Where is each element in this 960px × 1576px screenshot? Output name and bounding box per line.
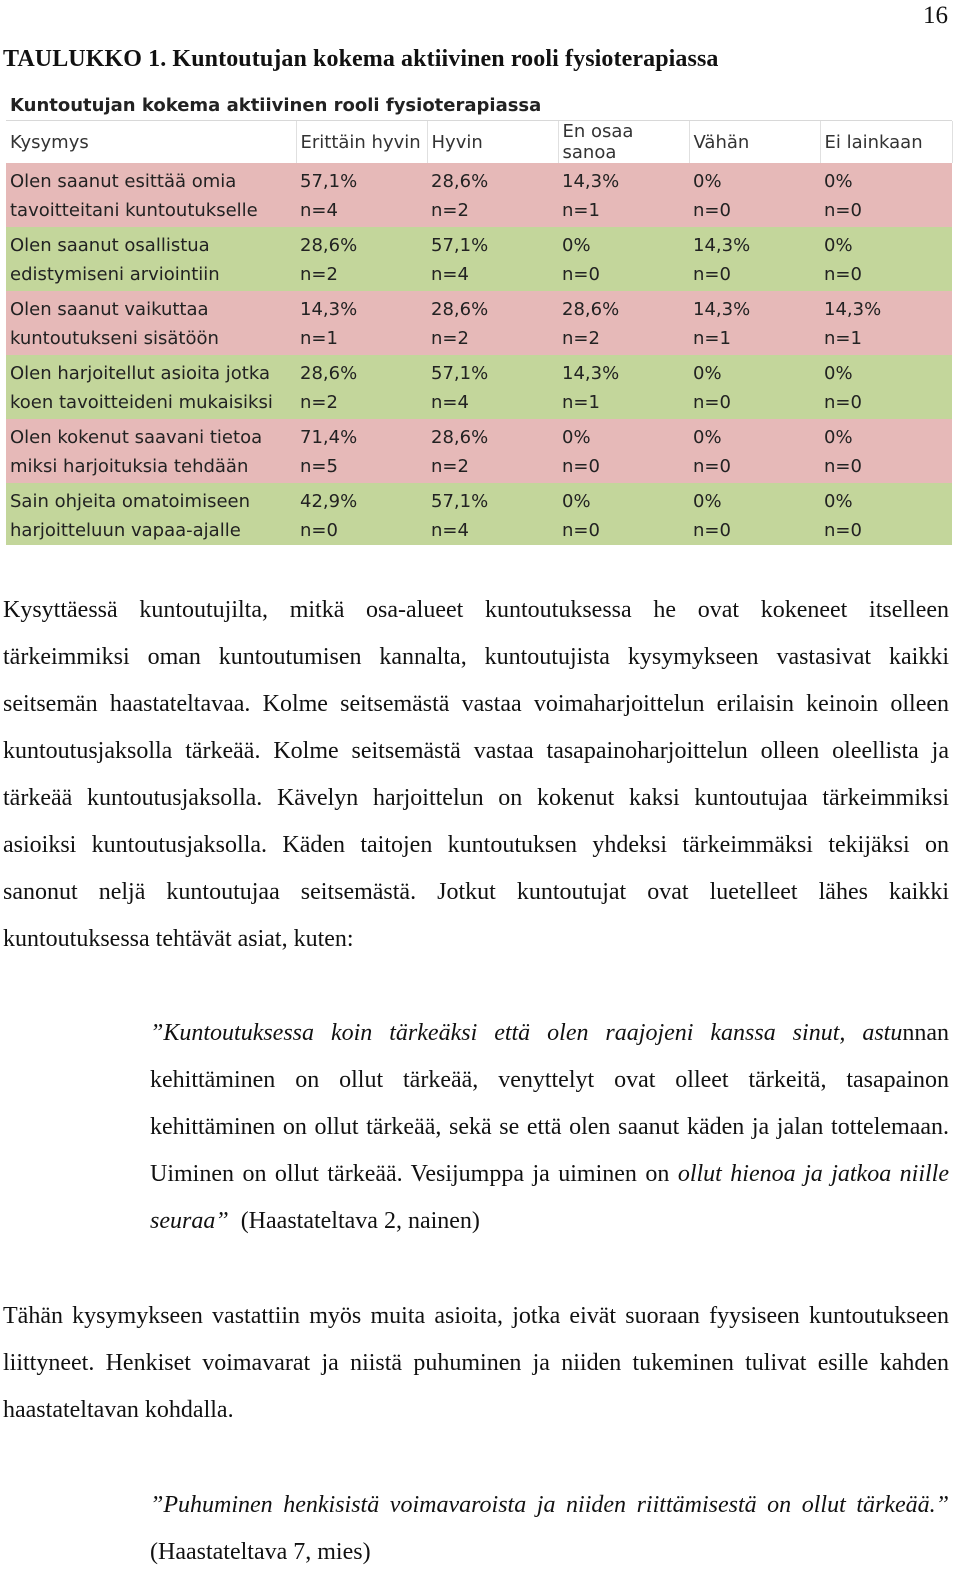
results-table — [6, 92, 952, 545]
count-value: n=0 — [693, 264, 731, 285]
percent-value: 57,1% — [431, 235, 489, 256]
question-text: tavoitteitani kuntoutukselle — [10, 200, 258, 221]
percent-value: 42,9% — [300, 491, 358, 512]
percent-value: 28,6% — [300, 363, 358, 384]
count-value: n=1 — [693, 328, 731, 349]
header-vahan: Vähän — [689, 121, 820, 163]
count-value: n=0 — [824, 200, 862, 221]
count-value: n=4 — [431, 264, 469, 285]
value-cell — [427, 355, 558, 419]
question-text: harjoitteluun vapaa-ajalle — [10, 520, 241, 541]
count-value: n=0 — [824, 456, 862, 477]
percent-value: 71,4% — [300, 427, 358, 448]
value-cell — [558, 227, 689, 291]
value-cell — [427, 163, 558, 227]
percent-value: 0% — [824, 235, 853, 256]
percent-value: 28,6% — [300, 235, 358, 256]
count-value: n=0 — [824, 392, 862, 413]
value-cell — [427, 227, 558, 291]
value-cell — [558, 291, 689, 355]
question-cell — [6, 419, 296, 483]
question-text: Olen saanut vaikuttaa — [10, 299, 209, 320]
percent-value: 14,3% — [693, 299, 751, 320]
table-row — [6, 483, 952, 545]
count-value: n=2 — [562, 328, 600, 349]
value-cell — [820, 483, 952, 545]
value-cell — [820, 291, 952, 355]
question-text: Olen saanut osallistua — [10, 235, 210, 256]
table-row — [6, 163, 952, 227]
count-value: n=0 — [693, 200, 731, 221]
header-erittain-hyvin: Erittäin hyvin — [296, 121, 427, 163]
percent-value: 0% — [693, 363, 722, 384]
question-cell — [6, 227, 296, 291]
count-value: n=0 — [693, 456, 731, 477]
table-row — [6, 291, 952, 355]
count-value: n=0 — [824, 520, 862, 541]
value-cell — [689, 291, 820, 355]
percent-value: 57,1% — [431, 363, 489, 384]
quote-1-attribution: (Haastateltava 2, nainen) — [240, 1208, 480, 1234]
count-value: n=0 — [693, 392, 731, 413]
count-value: n=2 — [431, 328, 469, 349]
value-cell — [558, 355, 689, 419]
value-cell — [820, 227, 952, 291]
value-cell — [558, 163, 689, 227]
value-cell — [296, 419, 427, 483]
question-cell — [6, 355, 296, 419]
value-cell — [689, 163, 820, 227]
quote-1-italic-start: ”Kuntoutuksessa koin tärkeäksi että olen raajojeni kanssa sinut, astu — [150, 1020, 903, 1046]
paragraph-1: Kysyttäessä kuntoutujilta, mitkä osa-alueet kuntoutuksessa he ovat kokeneet itselleen tärkeimmiksi oman kuntoutumisen kannalta, kuntoutujista kysymykseen vastasivat kaikki seitsemän haastateltavaa. Kolme seitsemästä vastaa voimaharjoittelun erilaisin keinoin olleen kuntoutusjaksolla tärkeää. Kolme seitsemästä vastaa tasapainoharjoittelun olleen oleellista ja tärkeää kuntoutusjaksolla. Kävelyn harjoittelun on kokenut kaksi kuntoutujaa tärkeimmiksi asioiksi kuntoutusjaksolla. Käden taitojen kuntoutuksen yhdeksi tärkeimmäksi tekijäksi on sanonut neljä kuntoutujaa seitsemästä. Jotkut kuntoutujat ovat luetelleet lähes kaikki kuntoutuksessa tehtävät asiat, kuten: — [3, 597, 949, 952]
percent-value: 28,6% — [431, 427, 489, 448]
quote-1 — [150, 1010, 949, 1245]
percent-value: 14,3% — [824, 299, 882, 320]
count-value: n=0 — [562, 520, 600, 541]
count-value: n=4 — [431, 392, 469, 413]
percent-value: 0% — [824, 171, 853, 192]
percent-value: 14,3% — [300, 299, 358, 320]
question-cell — [6, 291, 296, 355]
value-cell — [296, 227, 427, 291]
count-value: n=2 — [300, 264, 338, 285]
percent-value: 57,1% — [300, 171, 358, 192]
question-text: edistymiseni arviointiin — [10, 264, 220, 285]
value-cell — [689, 227, 820, 291]
count-value: n=4 — [300, 200, 338, 221]
table-row — [6, 227, 952, 291]
count-value: n=0 — [562, 264, 600, 285]
header-en-osaa-sanoa: En osaa sanoa — [558, 121, 689, 163]
value-cell — [689, 483, 820, 545]
percent-value: 0% — [693, 171, 722, 192]
value-cell — [427, 419, 558, 483]
percent-value: 57,1% — [431, 491, 489, 512]
quote-2 — [150, 1482, 949, 1576]
page-number: 16 — [923, 2, 948, 29]
value-cell — [689, 355, 820, 419]
count-value: n=2 — [431, 456, 469, 477]
quote-2-italic: ”Puhuminen henkisistä voimavaroista ja niiden riittämisestä on ollut tärkeää.” — [150, 1492, 949, 1518]
count-value: n=1 — [300, 328, 338, 349]
percent-value: 0% — [824, 491, 853, 512]
percent-value: 28,6% — [431, 171, 489, 192]
question-text: Olen saanut esittää omia — [10, 171, 237, 192]
question-cell — [6, 483, 296, 545]
question-text: Olen kokenut saavani tietoa — [10, 427, 263, 448]
count-value: n=1 — [562, 200, 600, 221]
percent-value: 28,6% — [562, 299, 620, 320]
table-row — [6, 355, 952, 419]
count-value: n=0 — [824, 264, 862, 285]
value-cell — [820, 355, 952, 419]
percent-value: 0% — [562, 491, 591, 512]
table-title: Kuntoutujan kokema aktiivinen rooli fysioterapiassa — [6, 92, 952, 121]
question-text: miksi harjoituksia tehdään — [10, 456, 249, 477]
value-cell — [558, 483, 689, 545]
header-ei-lainkaan: Ei lainkaan — [820, 121, 952, 163]
question-text: Sain ohjeita omatoimiseen — [10, 491, 251, 512]
count-value: n=0 — [300, 520, 338, 541]
count-value: n=1 — [562, 392, 600, 413]
percent-value: 28,6% — [431, 299, 489, 320]
value-cell — [296, 483, 427, 545]
paragraph-2: Tähän kysymykseen vastattiin myös muita asioita, jotka eivät suoraan fyysiseen kuntoutukseen liittyneet. Henkiset voimavarat ja niistä puhuminen ja niiden tukeminen tulivat esille kahden haastateltavan kohdalla. — [3, 1303, 949, 1423]
value-cell — [427, 483, 558, 545]
percent-value: 14,3% — [693, 235, 751, 256]
quote-1-italic-end: ollut hienoa ja jatkoa niille seuraa” — [150, 1161, 950, 1234]
count-value: n=2 — [300, 392, 338, 413]
count-value: n=5 — [300, 456, 338, 477]
percent-value: 0% — [693, 427, 722, 448]
percent-value: 0% — [824, 427, 853, 448]
percent-value: 14,3% — [562, 363, 620, 384]
percent-value: 0% — [562, 427, 591, 448]
header-kysymys: Kysymys — [6, 121, 296, 163]
count-value: n=0 — [562, 456, 600, 477]
quote-1-text: nnan kehittäminen on ollut tärkeää, venyttelyt ovat olleet tärkeitä, tasapainon kehittäminen on ollut tärkeää, sekä se että olen saanut käden ja jalan tottelemaan. Uiminen on ollut tärkeää. Vesijumppa ja uiminen on — [150, 1020, 949, 1187]
question-text: kuntoutukseni sisätöön — [10, 328, 219, 349]
question-text: koen tavoitteideni mukaisiksi — [10, 392, 273, 413]
table-header-row — [6, 121, 952, 163]
count-value: n=1 — [824, 328, 862, 349]
value-cell — [427, 291, 558, 355]
percent-value: 0% — [693, 491, 722, 512]
value-cell — [820, 163, 952, 227]
value-cell — [689, 419, 820, 483]
percent-value: 0% — [824, 363, 853, 384]
value-cell — [820, 419, 952, 483]
value-cell — [296, 163, 427, 227]
count-value: n=2 — [431, 200, 469, 221]
table-caption: TAULUKKO 1. Kuntoutujan kokema aktiivinen rooli fysioterapiassa — [3, 46, 719, 72]
quote-2-attribution: (Haastateltava 7, mies) — [150, 1539, 371, 1565]
table-row — [6, 419, 952, 483]
question-text: Olen harjoitellut asioita jotka — [10, 363, 270, 384]
count-value: n=0 — [693, 520, 731, 541]
count-value: n=4 — [431, 520, 469, 541]
question-cell — [6, 163, 296, 227]
header-hyvin: Hyvin — [427, 121, 558, 163]
value-cell — [296, 355, 427, 419]
percent-value: 14,3% — [562, 171, 620, 192]
percent-value: 0% — [562, 235, 591, 256]
value-cell — [558, 419, 689, 483]
value-cell — [296, 291, 427, 355]
